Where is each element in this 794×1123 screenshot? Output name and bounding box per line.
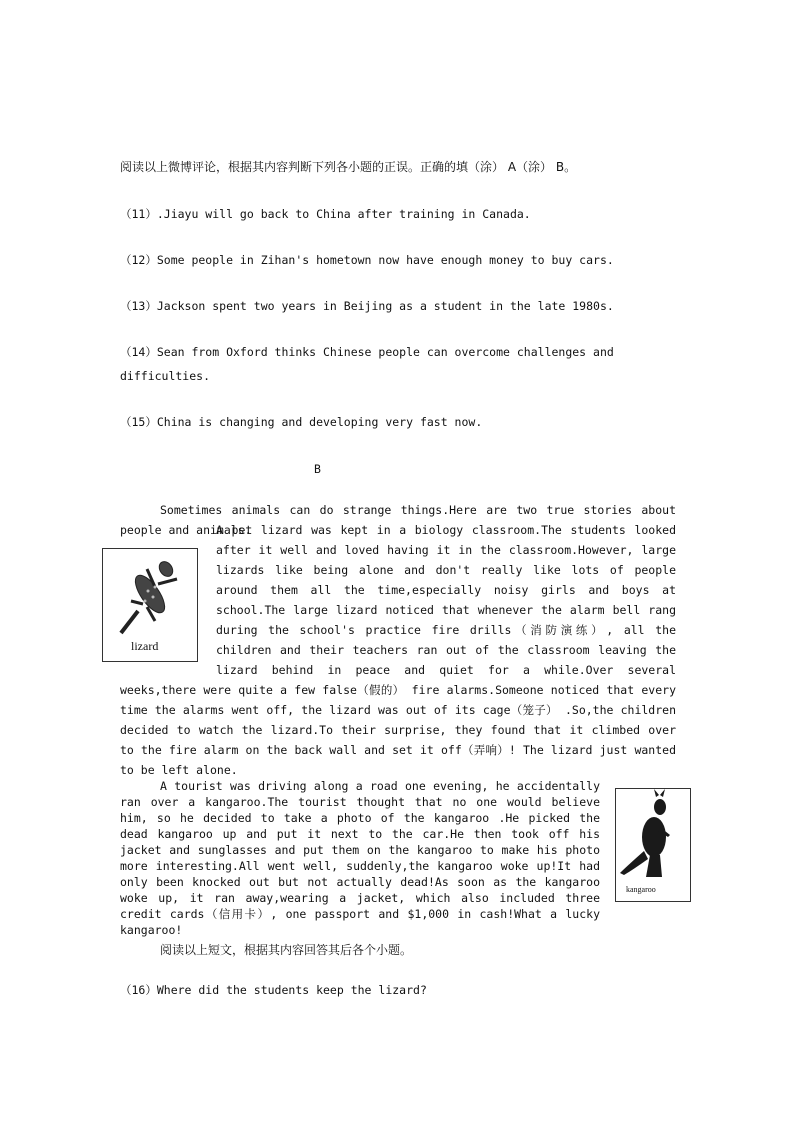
story2-body: A tourist was driving along a road one evening, he accidentally ran over a kangaroo.The tourist thought that no one would believe him, so he decided to take a photo of the kangaroo .He picked the dead kangaroo up and put it next to the car.He then took off his jacket and sunglasses and put them on the kangaroo to make his photo more interesting.All went well, suddenly,the kangaroo woke up!It had only been knocked out but not actually dead!As soon as the kangaroo woke up, it ran away,wearing a jacket, which also included three credit cards（信用卡）, one passport and $1,000 in cash!What a lucky kangaroo! — [120, 779, 600, 937]
section-b-heading: B — [314, 462, 321, 476]
question-11: （11）.Jiayu will go back to China after training in Canada. — [120, 207, 531, 221]
question-12: （12）Some people in Zihan's hometown now have enough money to buy cars. — [120, 253, 614, 267]
story1-intro: Sometimes animals can do strange things.Here are two true stories about people and animals. — [120, 503, 676, 537]
kangaroo-caption: kangaroo — [626, 885, 656, 894]
kangaroo-icon — [616, 789, 690, 883]
question-15: （15）China is changing and developing very fast now. — [120, 415, 483, 429]
question-14-line1: （14）Sean from Oxford thinks Chinese people can overcome challenges and — [120, 345, 614, 359]
instruction-a: 阅读以上微博评论，根据其内容判断下列各小题的正误。正确的填（涂） A（涂） B。 — [120, 160, 577, 174]
instruction-b: 阅读以上短文，根据其内容回答其后各个小题。 — [160, 943, 413, 957]
kangaroo-figure — [615, 788, 691, 902]
story1-body — [120, 520, 676, 780]
lizard-caption: lizard — [131, 639, 159, 653]
question-16: （16）Where did the students keep the lizard? — [120, 983, 427, 997]
question-14-line2: difficulties. — [120, 369, 211, 383]
question-13: （13）Jackson spent two years in Beijing as a student in the late 1980s. — [120, 299, 614, 313]
story1-text: A pet lizard was kept in a biology classroom.The students looked after it well and loved having it in the classroom.However, large lizards like being alone and don't really like lots of people around them all the time,especially noisy girls and boys at school.The large lizard noticed that whenever the alarm bell rang during the school's practice fire drills（消防演练）, all the children and their teachers ran out of the classroom leaving the lizard behind in peace and quiet for a while.Over several weeks,there were quite a few false（假的） fire alarms.Someone noticed that every time the alarms went off, the lizard was out of its cage（笼子） .So,the children decided to watch the lizard.To their surprise, they found that it climbed over to the fire alarm on the back wall and set it off（弄响）! The lizard just wanted to be left alone. — [120, 523, 676, 777]
